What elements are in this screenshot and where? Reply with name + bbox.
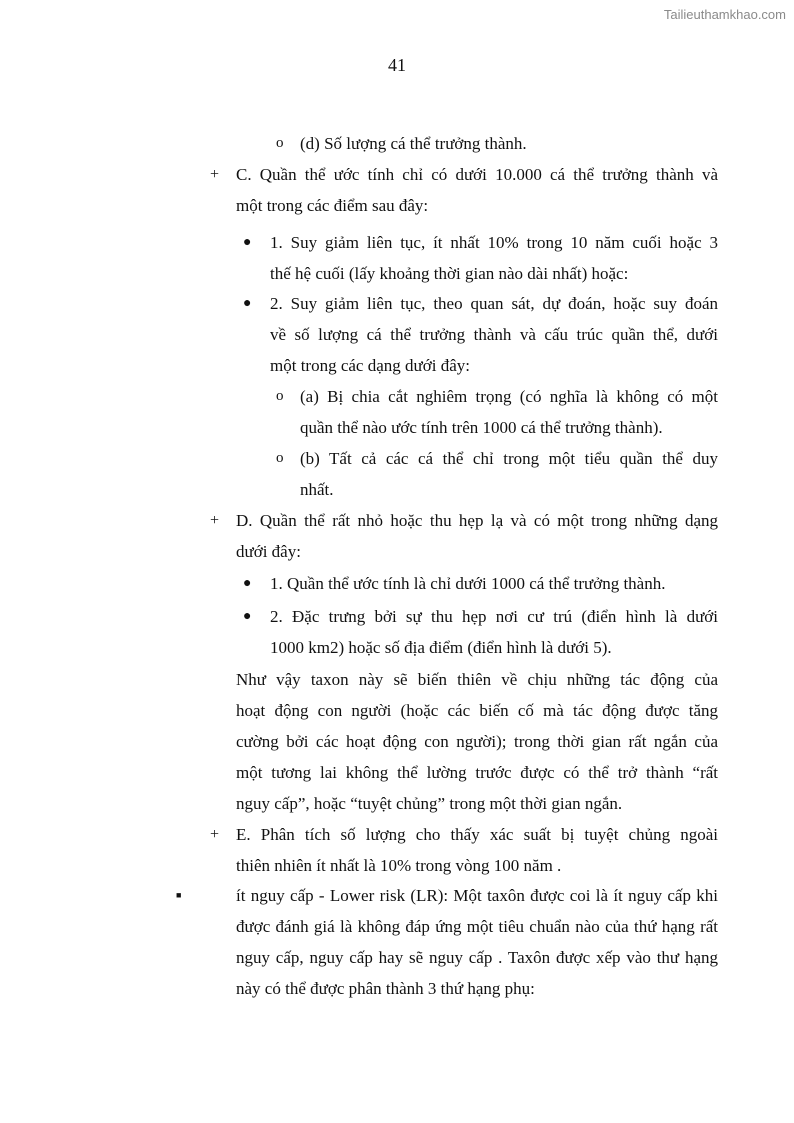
item-text-line: (b) Tất cả các cá thể chỉ trong một tiểu quần thể duy [300, 449, 718, 468]
item-text-line: dưới đây: [236, 542, 301, 561]
item-text-line: 1. Suy giảm liên tục, ít nhất 10% trong 10 năm cuối hoặc 3 [270, 233, 718, 252]
list-item-c [210, 159, 718, 221]
list-item-d [210, 505, 718, 567]
item-text-line: một trong các dạng dưới đây: [270, 356, 470, 375]
item-text-line: một trong các điểm sau đây: [236, 196, 429, 215]
dot-bullet-icon: ● [243, 576, 252, 591]
list-item-e [210, 819, 718, 881]
item-text-line: E. Phân tích số lượng cho thấy xác suất bị tuyệt chủng ngoài [236, 825, 718, 844]
paragraph-line: một tương lai không thể lường trước được có thể trở thành “rất [236, 763, 718, 782]
paragraph-line: Như vậy taxon này sẽ biến thiên về chịu những tác động của [236, 670, 718, 689]
dot-bullet-icon: ● [243, 235, 252, 250]
circle-bullet-icon: o [276, 388, 284, 404]
dot-bullet-icon: ● [243, 609, 252, 624]
square-bullet-icon: ■ [176, 890, 182, 900]
item-text-line: nhất. [300, 480, 334, 499]
item-text-line: 2. Đặc trưng bởi sự thu hẹp nơi cư trú (điển hình là dưới [270, 607, 718, 626]
item-text-line: này có thể được phân thành 3 thứ hạng phụ: [236, 979, 535, 998]
item-text-line: quần thể nào ước tính trên 1000 cá thể trưởng thành). [300, 418, 663, 437]
item-text-line: C. Quần thể ước tính chỉ có dưới 10.000 cá thể trưởng thành và [236, 165, 718, 184]
plus-bullet-icon: + [210, 512, 220, 529]
list-item-d1 [243, 568, 718, 599]
item-text-line: về số lượng cá thể trưởng thành và cấu trúc quần thể, dưới [270, 325, 718, 344]
list-item-c1 [243, 227, 718, 289]
list-item-d-count [276, 128, 720, 159]
list-item-d2 [243, 601, 718, 663]
item-text-line: thế hệ cuối (lấy khoảng thời gian nào dài nhất) hoặc: [270, 264, 629, 283]
list-item-c2 [243, 288, 718, 381]
item-text: 1. Quần thể ước tính là chỉ dưới 1000 cá thể trưởng thành. [270, 574, 666, 593]
page-number: 41 [388, 55, 406, 75]
paragraph-line: hoạt động con người (hoặc các biến cố mà tác động được tăng [236, 701, 718, 720]
circle-bullet-icon: o [276, 450, 284, 466]
item-text-line: 2. Suy giảm liên tục, theo quan sát, dự đoán, hoặc suy đoán [270, 294, 718, 313]
item-text: (d) Số lượng cá thể trưởng thành. [300, 134, 527, 153]
watermark: Tailieuthamkhao.com [663, 7, 786, 22]
paragraph [236, 664, 718, 819]
plus-bullet-icon: + [210, 826, 220, 843]
item-text-line: 1000 km2) hoặc số địa điểm (điển hình là dưới 5). [270, 638, 612, 657]
list-item-lower-risk [176, 880, 718, 1004]
item-text-line: được đánh giá là không đáp ứng một tiêu chuẩn nào của thứ hạng rất [236, 917, 718, 936]
list-item-c2b [276, 443, 718, 505]
plus-bullet-icon: + [210, 166, 220, 183]
item-text-line: thiên nhiên ít nhất là 10% trong vòng 100 năm . [236, 856, 562, 875]
item-text-line: nguy cấp, nguy cấp hay sẽ nguy cấp . Taxôn được xếp vào thư hạng [236, 948, 718, 967]
circle-bullet-icon: o [276, 135, 284, 151]
paragraph-line: nguy cấp”, hoặc “tuyệt chủng” trong một thời gian ngắn. [236, 794, 623, 813]
paragraph-line: cường bởi các hoạt động con người); trong thời gian rất ngắn của [236, 732, 718, 751]
item-text-line: (a) Bị chia cắt nghiêm trọng (có nghĩa là không có một [300, 387, 718, 406]
list-item-c2a [276, 381, 718, 443]
dot-bullet-icon: ● [243, 296, 252, 311]
item-text-line: ít nguy cấp - Lower risk (LR): Một taxôn được coi là ít nguy cấp khi [236, 886, 718, 905]
item-text-line: D. Quần thể rất nhỏ hoặc thu hẹp lạ và có một trong những dạng [236, 511, 718, 530]
